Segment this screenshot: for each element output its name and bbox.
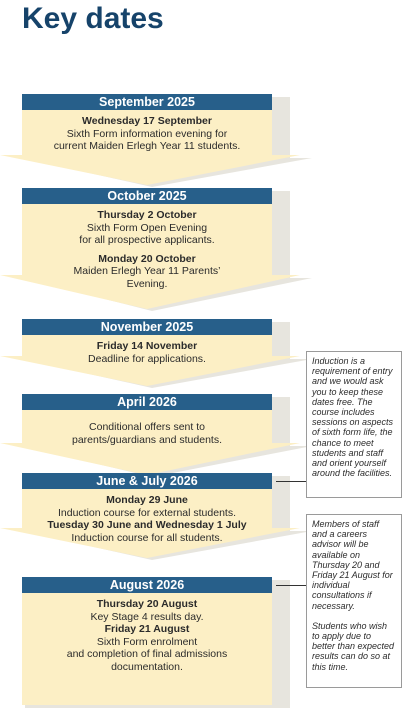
event-description: Induction course for all students.: [71, 531, 223, 544]
event-description: current Maiden Erlegh Year 11 students.: [53, 140, 241, 152]
block-text: [22, 598, 272, 673]
note-box: [306, 351, 402, 498]
connector-line: [276, 481, 306, 482]
event-description: and completion of final admissions: [66, 648, 228, 660]
event-date: Friday 21 August: [104, 623, 190, 635]
event-description: for all prospective applicants.: [79, 234, 215, 246]
event-date: Monday 29 June: [106, 494, 188, 506]
event-description: documentation.: [111, 660, 183, 673]
note-paragraph: Members of staff and a careers advisor will be available on Thursday 20 and Friday 21 August for individual consultations if necessary.: [312, 519, 393, 611]
month-header: August 2026: [22, 577, 272, 593]
block-text: [22, 340, 272, 365]
date-block: [0, 473, 310, 559]
event-description: Sixth Form Open Evening: [86, 221, 208, 234]
note-paragraph: Students who wish to apply due to better than expected results can do so at this time.: [312, 620, 395, 672]
event-description: Conditional offers sent to: [89, 421, 205, 433]
event-date: Tuesday 30 June and Wednesday 1 July: [47, 519, 247, 531]
block-text: [22, 494, 272, 544]
event-date: Friday 14 November: [96, 340, 198, 352]
month-header: April 2026: [22, 394, 272, 410]
event-description: Evening.: [126, 277, 168, 290]
block-text: [22, 415, 272, 446]
down-arrow-shape: [0, 443, 310, 477]
block-text: [22, 209, 272, 290]
event-description: Maiden Erlegh Year 11 Parents’: [73, 265, 221, 277]
connector-line: [276, 585, 306, 586]
event-date: Thursday 2 October: [97, 209, 197, 221]
date-block: [0, 319, 310, 387]
event-date: Monday 20 October: [98, 252, 196, 265]
date-block: [0, 94, 310, 186]
event-description: parents/guardians and students.: [71, 433, 223, 446]
event-description: Induction course for external students.: [57, 506, 237, 519]
date-block: [0, 188, 310, 310]
note-paragraph: Induction is a requirement of entry and we would ask you to keep these dates free. The course includes sessions on aspects of sixth form life, the chance to meet students and staff and orient yourself around the facilities.: [312, 356, 394, 479]
down-arrow-shape: [0, 155, 310, 187]
block-text: [22, 115, 272, 153]
event-description: Sixth Form information evening for: [66, 127, 228, 140]
month-header: November 2025: [22, 319, 272, 335]
date-block: [0, 577, 310, 705]
event-description: Key Stage 4 results day.: [90, 610, 204, 623]
event-description: Deadline for applications.: [88, 352, 206, 365]
event-description: Sixth Form enrolment: [96, 635, 198, 648]
date-block: [0, 394, 310, 476]
page-title: Key dates: [22, 2, 164, 35]
event-date: Wednesday 17 September: [82, 115, 212, 127]
month-header: October 2025: [22, 188, 272, 204]
note-box: [306, 514, 402, 688]
month-header: June & July 2026: [22, 473, 272, 489]
paragraph-gap: [312, 611, 396, 621]
event-date: Thursday 20 August: [96, 598, 198, 610]
month-header: September 2025: [22, 94, 272, 110]
